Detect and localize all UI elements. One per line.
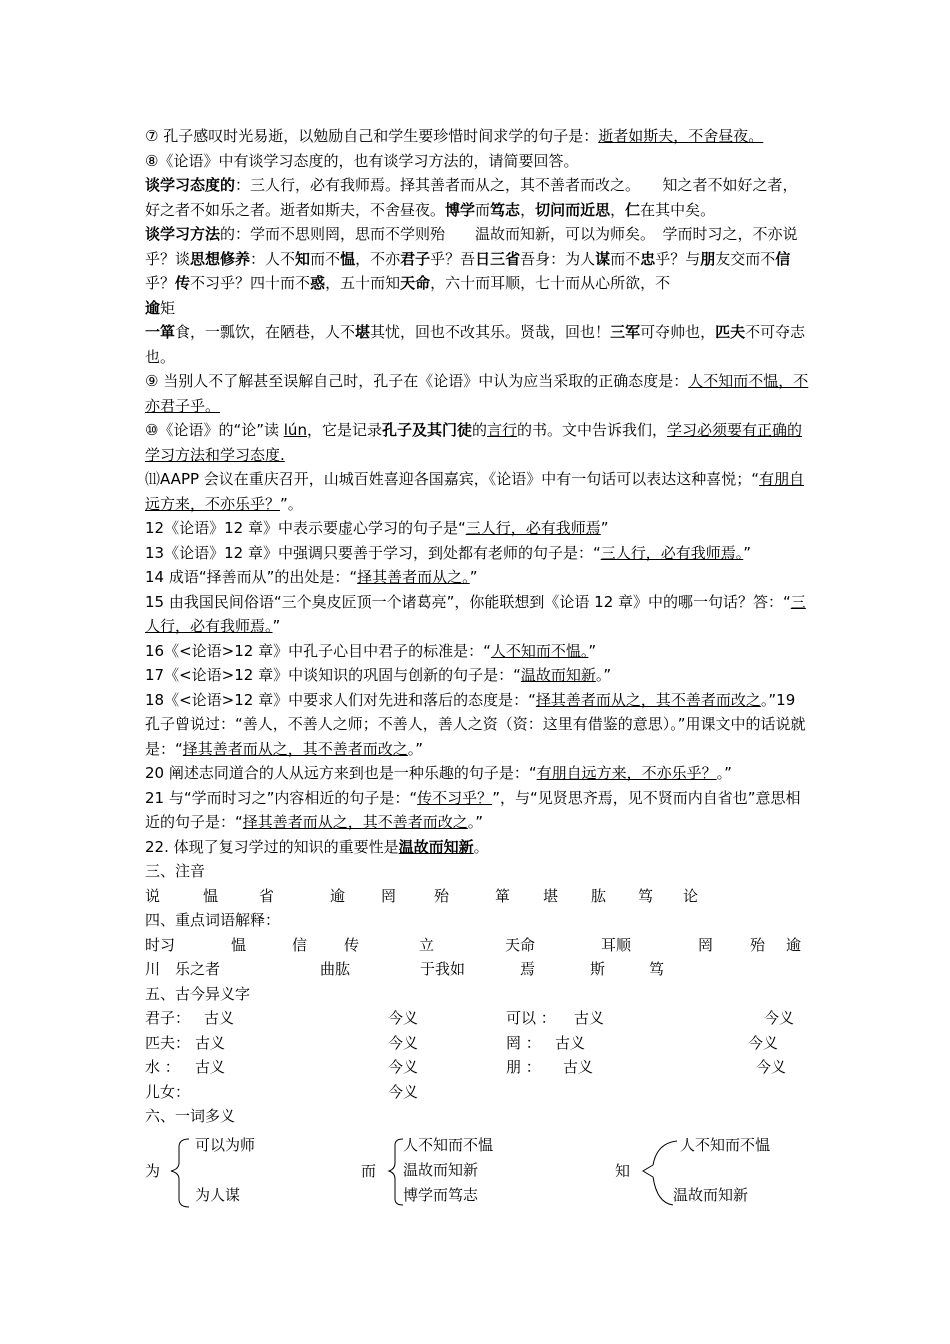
q15-text: 15 由我国民间俗语“三个臭皮匠顶一个诸葛亮”，你能联想到《论语 12 章》中的哪一句话？答：“	[145, 592, 791, 611]
vocab-term: 于我如	[420, 960, 466, 978]
polysemy-item: 博学而笃志	[403, 1185, 479, 1204]
polysemy-item: 可以为师	[195, 1135, 256, 1154]
method-bold: 惑	[310, 274, 326, 292]
q12-text: ”	[600, 519, 609, 537]
q15-text: ”	[272, 617, 281, 635]
vocab-term: 笃	[649, 960, 665, 978]
q16	[145, 639, 809, 664]
method-text: 矩	[160, 298, 176, 317]
yidan-bold: 堪	[355, 323, 371, 341]
q9-text: ⑨ 当别人不了解甚至误解自己时，孔子在《论语》中认为应当采取的正确态度是：	[145, 372, 689, 390]
q7-answer: 逝者如斯夫，不舍昼夜。	[598, 127, 764, 145]
attitude-bold: 笃志	[490, 200, 521, 219]
method-bold: 日三省	[475, 249, 521, 268]
q13-text: 13《论语》12 章》中强调只要善于学习，到处都有老师的句子是：“	[145, 543, 601, 562]
q18-text: 18《<论语>12 章》中要求人们对先进和落后的态度是：“	[145, 690, 536, 709]
q22	[145, 835, 809, 860]
method-bold: 逾	[145, 298, 161, 317]
yidan-text: 可夺帅也，	[640, 323, 716, 341]
q10-answer: 言行	[487, 421, 518, 439]
yidan-bold: 一箪	[145, 323, 176, 341]
yidan-text: 食，一瓢饮，在陋巷，人不	[175, 323, 356, 341]
pinyin-char: 论	[683, 886, 699, 905]
q14-answer: 择其善者而从之。	[357, 568, 470, 586]
method-text: 而不	[610, 249, 641, 268]
q16-text: 16《<论语>12 章》中孔子心目中君子的标准是：“	[145, 641, 491, 660]
q16-answer: 人不知而不愠。	[490, 641, 589, 660]
section-5-title: 五、古今异义字	[145, 984, 251, 1003]
method-bold: 传	[175, 274, 191, 292]
q17-text: 17《<论语>12 章》中谈知识的巩固与创新的句子是：“	[145, 666, 521, 684]
q18-text: 。”	[760, 690, 777, 709]
method-text: 友交而不	[715, 249, 776, 268]
brace-wei	[171, 1139, 189, 1207]
attitude-text: ：三人行，必有我师焉。择其善者而从之，其不善者而改之。 知之者不如好之者，好之者不如乐之者。逝者如斯夫，不舍昼夜。	[145, 176, 798, 219]
method-bold: 忠	[640, 249, 656, 268]
q10-text: ，它是记录	[306, 421, 382, 439]
q10	[145, 418, 809, 467]
ancient-meaning-label: 古义	[563, 1058, 594, 1076]
vocab-term: 耳顺	[601, 935, 632, 954]
q17-text: 。”	[595, 666, 612, 684]
method-text: 乎？吾	[430, 249, 476, 268]
modern-meaning-label: 今义	[388, 1058, 419, 1076]
method-text: 吾身：为人	[520, 249, 596, 268]
method-bold: 朋	[700, 249, 716, 268]
method-bold: 信	[775, 249, 791, 268]
method-text: 而不	[310, 249, 341, 268]
q7	[145, 124, 809, 149]
q14-text: ”	[469, 568, 478, 586]
attitude-bold: 博学	[445, 200, 476, 219]
q15	[145, 590, 809, 639]
q12-answer: 三人行，必有我师焉	[465, 519, 601, 537]
pinyin-char: 罔	[381, 886, 397, 905]
method-text: 乎？与	[655, 249, 701, 268]
q10-answer: 学习必须要有正确的学习方法和学习态度.	[145, 421, 803, 464]
archaic-word: 儿女：	[145, 1082, 191, 1101]
vocab-term: 愠	[231, 935, 247, 954]
polysemy-item: 人不知而不愠	[403, 1135, 494, 1154]
q20-answer: 有朋自远方来，不亦乐乎？	[536, 764, 717, 782]
method-text: ：人不	[250, 249, 296, 268]
ancient-meaning-label: 古义	[204, 1009, 235, 1027]
yidan-text: 不可夺志也。	[145, 323, 806, 366]
q16-text: ”	[588, 641, 597, 660]
polysemy-item: 温故而知新	[673, 1185, 749, 1204]
attitude-bold: 切问而近思	[535, 200, 611, 219]
vocab-term: 时习	[145, 935, 176, 954]
q13-text: ”	[743, 543, 752, 562]
ancient-meaning-label: 古义	[195, 1058, 226, 1076]
polysemy-diagram	[145, 1133, 809, 1213]
attitude-label: 谈学习态度的	[145, 176, 236, 194]
vocab-row-2	[145, 957, 809, 982]
q21-text: ”，与“见贤思齐焉，见不贤而内自省也”意思相近的句子是：“	[145, 788, 801, 831]
q18-answer: 择其善者而从之，其不善者而改之	[535, 690, 761, 709]
method-text: 的：学而不思则罔，思而不学则殆 温故而知新，可以为师矣。 学而时习之，不亦说乎？谈	[145, 225, 798, 268]
q22-text: 。	[473, 837, 489, 856]
document-page	[145, 124, 809, 1213]
archaic-word: 水 ：	[145, 1058, 180, 1076]
yidan-text: 其忧，回也不改其乐。贤哉，回也！	[370, 323, 611, 341]
method-label: 谈学习方法	[145, 225, 221, 243]
archaic-word: 罔 ：	[506, 1033, 541, 1052]
method-text: 不习乎？四十而不	[190, 274, 311, 292]
archaic-word: 朋 ：	[506, 1058, 541, 1076]
vocab-term: 传	[344, 935, 360, 954]
vocab-term: 乐之者	[175, 960, 221, 978]
method-bold: 君子	[400, 249, 431, 268]
method-bold: 天命	[400, 274, 431, 292]
q17	[145, 663, 809, 688]
ancient-meaning-label: 古义	[555, 1033, 586, 1052]
q17-answer: 温故而知新	[520, 666, 596, 684]
vocab-term: 逾	[786, 935, 802, 954]
vocab-term: 焉	[520, 960, 536, 978]
pinyin-char: 笃	[638, 886, 654, 905]
method-bold: 愠	[340, 249, 356, 268]
archaic-row	[145, 1055, 809, 1080]
q7-text: ⑦ 孔子感叹时光易逝，以勉励自己和学生要珍惜时间求学的句子是：	[145, 127, 599, 145]
q19-text: 19 孔子曾说过：“善人，不善人之师；不善人，善人之资（资：这里有借鉴的意思）。”用课文中的话说就是：“	[145, 690, 806, 758]
modern-meaning-label: 今义	[388, 1009, 419, 1027]
q9-answer: 人不知而不愠，不亦君子乎。	[145, 372, 809, 415]
vocab-term: 立	[419, 935, 435, 954]
q11-text: ”。	[280, 494, 303, 513]
q21-answer: 择其善者而从之，其不善者而改之	[242, 813, 468, 831]
section-4-title: 四、重点词语解释：	[145, 911, 281, 929]
attitude-text: ，	[610, 200, 626, 219]
archaic-row	[145, 1080, 809, 1105]
q9	[145, 369, 809, 418]
q19-answer: 择其善者而从之，其不善者而改之	[182, 739, 408, 758]
q10-text: ⑩《论语》的“论”读	[145, 421, 284, 439]
method-bold: 思想修养	[190, 249, 251, 268]
vocab-term: 川	[145, 960, 161, 978]
q21-text: 。”	[467, 813, 484, 831]
q12-text: 12《论语》12 章》中表示要虚心学习的句子是“	[145, 519, 466, 537]
modern-meaning-label: 今义	[388, 1033, 419, 1052]
pinyin-char: 愠	[203, 886, 219, 905]
archaic-word: 可以 ：	[506, 1009, 556, 1027]
brace-er	[389, 1139, 403, 1205]
q10-bold: 孔子及其门徒	[381, 421, 472, 439]
vocab-term: 信	[292, 935, 308, 954]
pinyin-char: 省	[259, 886, 275, 905]
modern-meaning-label: 今义	[748, 1033, 779, 1052]
polysemy-item: 温故而知新	[403, 1160, 479, 1179]
method-text: ，不亦	[355, 249, 401, 268]
method-bold: 知	[295, 249, 311, 268]
pinyin-char: 箪	[495, 886, 511, 905]
yidan-bold: 匹夫	[715, 323, 746, 341]
vocab-term: 斯	[590, 960, 606, 978]
archaic-word: 匹夫：	[145, 1033, 191, 1052]
modern-meaning-label: 今义	[764, 1009, 795, 1027]
q14	[145, 565, 809, 590]
vocab-term: 罔	[698, 935, 714, 954]
method-paragraph	[145, 222, 809, 320]
archaic-row	[145, 1006, 809, 1031]
q11	[145, 467, 809, 516]
q15-answer: 三人行，必有我师焉。	[145, 592, 806, 635]
q8: ⑧《论语》中有谈学习态度的，也有谈学习方法的，请简要回答。	[145, 151, 579, 170]
archaic-word: 君子：	[145, 1009, 191, 1027]
yidan-bold: 三军	[610, 323, 641, 341]
method-bold: 谋	[595, 249, 611, 268]
section-3-title: 三、注音	[145, 862, 206, 880]
q13	[145, 541, 809, 566]
archaic-row	[145, 1031, 809, 1056]
q22-text: 22. 体现了复习学过的知识的重要性是	[145, 837, 399, 856]
q20	[145, 761, 809, 786]
q12	[145, 516, 809, 541]
q22-answer: 温故而知新	[398, 837, 474, 856]
pinyin-char: 堪	[543, 886, 559, 905]
attitude-paragraph	[145, 173, 809, 222]
attitude-text: ，	[520, 200, 536, 219]
vocab-term: 天命	[505, 935, 536, 954]
brace-zhi	[643, 1141, 677, 1205]
q18-q19	[145, 688, 809, 762]
q21-text: 21 与“学而时习之”内容相近的句子是：“	[145, 788, 418, 807]
q10-text: 的书。文中告诉我们，	[517, 421, 668, 439]
q20-text: 。”	[716, 764, 732, 782]
ancient-meaning-label: 古义	[195, 1033, 226, 1052]
q21-answer: 传不习乎？	[417, 788, 493, 807]
vocab-term: 曲肱	[320, 960, 351, 978]
q14-text: 14 成语“择善而从”的出处是：“	[145, 568, 358, 586]
yidan-paragraph	[145, 320, 809, 369]
q21	[145, 786, 809, 835]
q19-text: 。”	[407, 739, 424, 758]
polysemy-item: 人不知而不愠	[680, 1135, 771, 1154]
method-text: ，六十而耳顺，七十而从心所欲，不	[430, 274, 671, 292]
pronunciation-row	[145, 884, 809, 909]
q11-text: ⑾AAPP 会议在重庆召开，山城百姓喜迎各国嘉宾，《论语》中有一句话可以表达这种喜悦；“	[145, 470, 760, 488]
polysemy-item: 为人谋	[195, 1185, 241, 1204]
ancient-meaning-label: 古义	[574, 1009, 605, 1027]
q13-answer: 三人行，必有我师焉。	[600, 543, 744, 562]
attitude-text: 在其中矣。	[640, 200, 716, 219]
vocab-term: 殆	[750, 935, 766, 954]
attitude-bold: 仁	[625, 200, 641, 219]
modern-meaning-label: 今义	[756, 1058, 787, 1076]
section-6-title: 六、一词多义	[145, 1107, 236, 1125]
method-text: ，五十而知	[325, 274, 401, 292]
method-text: 乎？	[145, 274, 176, 292]
q10-pinyin: lún	[283, 421, 307, 439]
q11-answer: 有朋自远方来，不亦乐乎？	[145, 470, 805, 513]
polysemy-char-er: 而	[361, 1161, 377, 1180]
q20-text: 20 阐述志同道合的人从远方来到也是一种乐趣的句子是：“	[145, 764, 537, 782]
pinyin-char: 肱	[591, 886, 607, 905]
modern-meaning-label: 今义	[388, 1082, 419, 1101]
q10-text: 的	[471, 421, 487, 439]
pinyin-char: 逾	[330, 886, 346, 905]
pinyin-char: 说	[145, 886, 161, 905]
polysemy-char-wei: 为	[145, 1161, 161, 1180]
polysemy-char-zhi: 知	[615, 1161, 631, 1180]
attitude-text: 而	[475, 200, 491, 219]
vocab-row-1	[145, 933, 809, 958]
pinyin-char: 殆	[434, 886, 450, 905]
